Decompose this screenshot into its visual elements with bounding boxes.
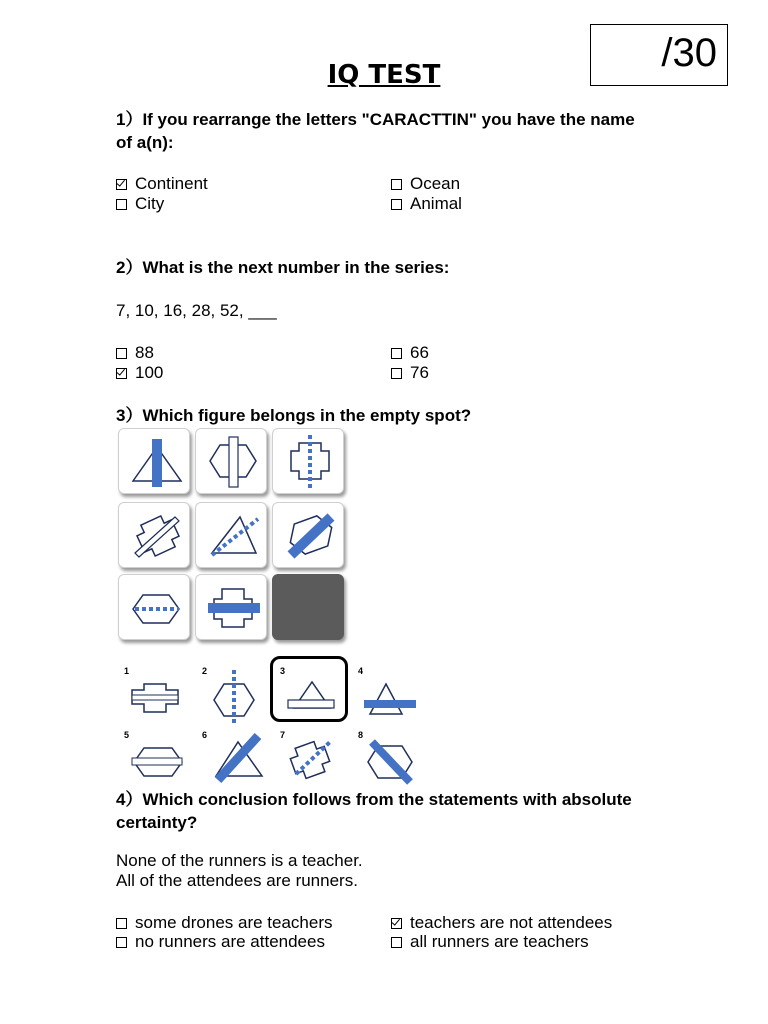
option-label: Animal bbox=[410, 194, 462, 213]
checkbox-icon[interactable] bbox=[391, 368, 402, 379]
matrix-cell-triangle-bar bbox=[118, 428, 190, 494]
answer-choice-1[interactable] bbox=[118, 664, 188, 724]
answer-number: 7 bbox=[280, 730, 286, 740]
selected-answer-ring bbox=[270, 656, 348, 722]
q2-option-88[interactable] bbox=[116, 343, 154, 363]
checkbox-checked-icon[interactable] bbox=[116, 179, 127, 190]
answer-number: 6 bbox=[202, 730, 208, 740]
q4-option-all-runners[interactable] bbox=[391, 932, 589, 952]
answer-choice-6[interactable] bbox=[196, 728, 266, 788]
checkbox-icon[interactable] bbox=[391, 348, 402, 359]
statement-2: All of the attendees are runners. bbox=[116, 871, 358, 890]
answer-number: 1 bbox=[124, 666, 130, 676]
checkbox-icon[interactable] bbox=[116, 937, 127, 948]
matrix-cell-hexagon-bar bbox=[195, 428, 267, 494]
matrix-cell-empty bbox=[272, 574, 344, 640]
q2-option-76[interactable] bbox=[391, 363, 429, 383]
checkbox-icon[interactable] bbox=[391, 199, 402, 210]
checkbox-icon[interactable] bbox=[391, 179, 402, 190]
answer-choice-4[interactable] bbox=[352, 664, 422, 724]
matrix-cell-cross-diagonal bbox=[118, 502, 190, 568]
option-label: all runners are teachers bbox=[410, 932, 589, 951]
option-label: some drones are teachers bbox=[135, 913, 333, 932]
checkbox-checked-icon[interactable] bbox=[116, 368, 127, 379]
option-label: no runners are attendees bbox=[135, 932, 325, 951]
matrix-cell-triangle-dotted bbox=[195, 502, 267, 568]
question-4: 4）Which conclusion follows from the statements with absolute certainty? bbox=[116, 790, 632, 832]
checkbox-icon[interactable] bbox=[116, 348, 127, 359]
option-label: Continent bbox=[135, 174, 208, 193]
answer-choice-8[interactable] bbox=[352, 728, 422, 788]
checkbox-checked-icon[interactable] bbox=[391, 918, 402, 929]
q4-option-drones[interactable] bbox=[116, 913, 333, 933]
question-1: 1）If you rearrange the letters "CARACTTIN" you have the name of a(n): bbox=[116, 110, 635, 152]
q1-option-animal[interactable] bbox=[391, 194, 462, 214]
answer-number: 2 bbox=[202, 666, 208, 676]
q4-option-no-runners[interactable] bbox=[116, 932, 325, 952]
answer-choice-7[interactable] bbox=[274, 728, 344, 788]
answer-number: 4 bbox=[358, 666, 364, 676]
question-2: 2）What is the next number in the series: bbox=[116, 258, 450, 277]
answer-number: 5 bbox=[124, 730, 130, 740]
checkbox-icon[interactable] bbox=[116, 199, 127, 210]
option-label: 100 bbox=[135, 363, 164, 382]
q2-option-100[interactable] bbox=[116, 363, 163, 383]
option-label: 66 bbox=[410, 343, 429, 362]
answer-choice-2[interactable] bbox=[196, 664, 266, 724]
option-label: 88 bbox=[135, 343, 154, 362]
matrix-cell-octagon-dotted bbox=[118, 574, 190, 640]
checkbox-icon[interactable] bbox=[391, 937, 402, 948]
q4-option-teachers-not-attendees[interactable] bbox=[391, 913, 612, 933]
q2-option-66[interactable] bbox=[391, 343, 429, 363]
score-text: /30 bbox=[661, 31, 717, 75]
matrix-cell-cross-dotted bbox=[272, 428, 344, 494]
matrix-cell-hexagon-diagonal bbox=[272, 502, 344, 568]
option-label: 76 bbox=[410, 363, 429, 382]
option-label: City bbox=[135, 194, 165, 213]
statement-1: None of the runners is a teacher. bbox=[116, 851, 363, 870]
answer-number: 8 bbox=[358, 730, 364, 740]
answer-choice-5[interactable] bbox=[118, 728, 188, 788]
q1-option-ocean[interactable] bbox=[391, 174, 460, 194]
option-label: Ocean bbox=[410, 174, 461, 193]
q1-option-city[interactable] bbox=[116, 194, 164, 214]
number-series: 7, 10, 16, 28, 52, ___ bbox=[116, 301, 277, 320]
matrix-cell-cross-bar bbox=[195, 574, 267, 640]
answer-number: 3 bbox=[280, 666, 286, 676]
option-label: teachers are not attendees bbox=[410, 913, 613, 932]
checkbox-icon[interactable] bbox=[116, 918, 127, 929]
page-title: IQ TEST bbox=[327, 60, 441, 90]
q1-option-continent[interactable] bbox=[116, 174, 208, 194]
question-3: 3）Which figure belongs in the empty spot? bbox=[116, 406, 472, 425]
